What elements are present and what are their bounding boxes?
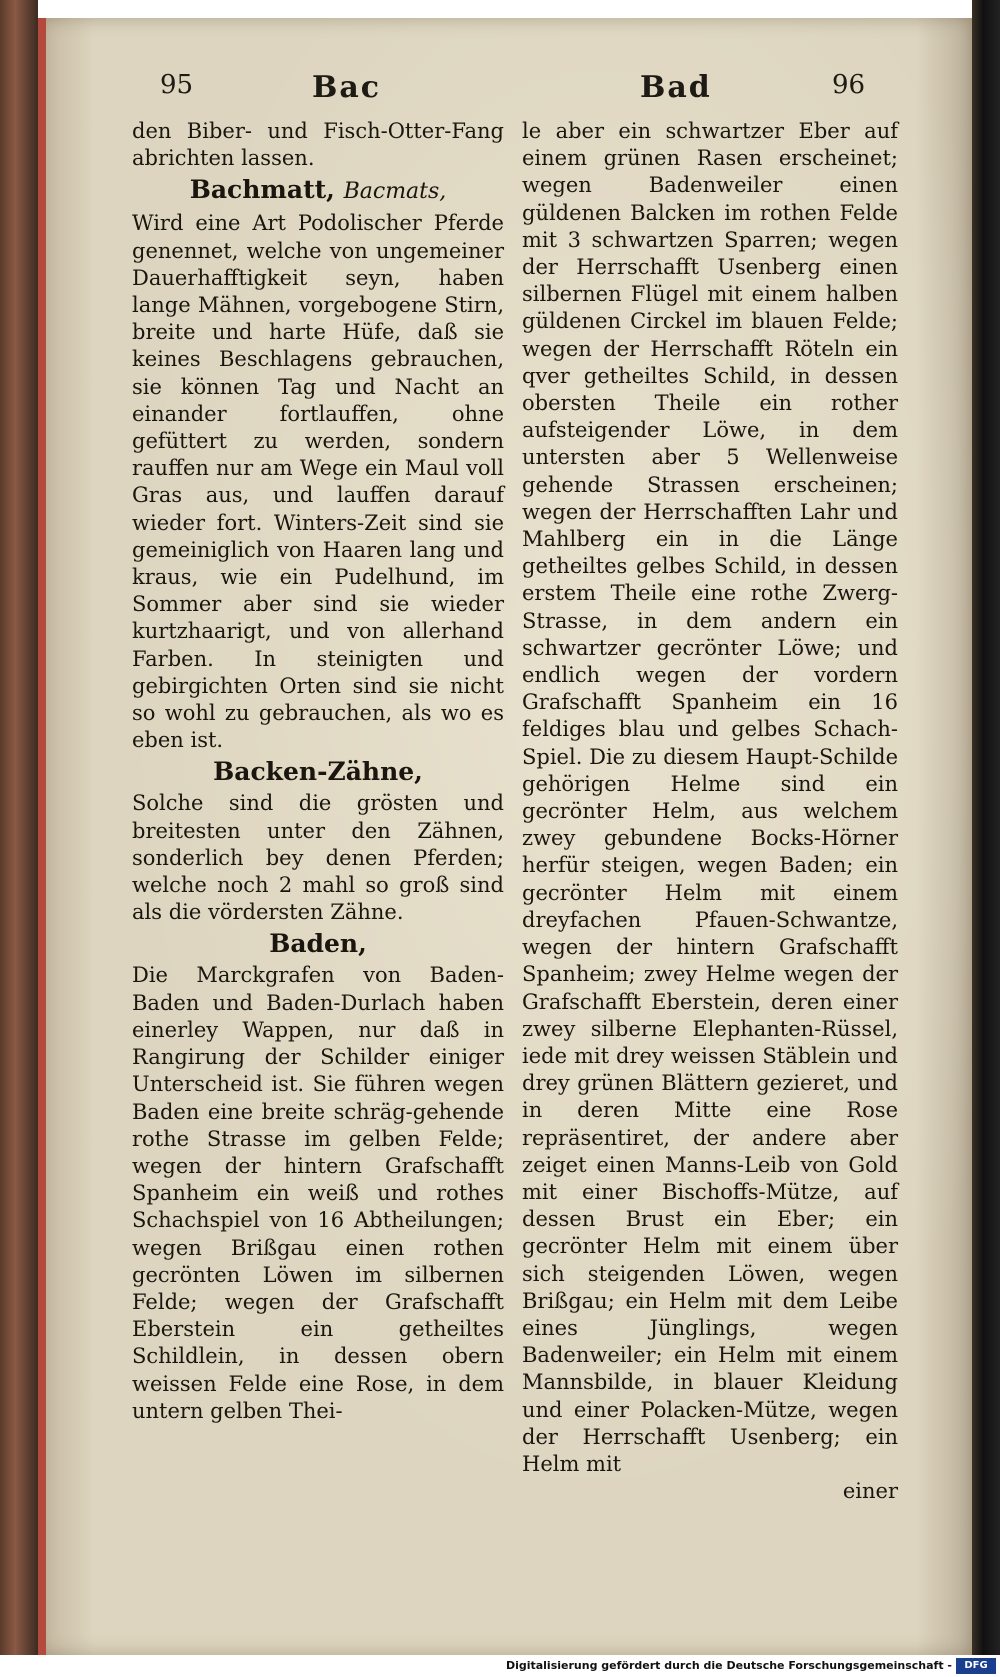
right-column xyxy=(522,118,898,1505)
catchword: einer xyxy=(842,1479,898,1504)
page-number-left: 95 xyxy=(160,70,194,100)
entry-heading-baden: Baden, xyxy=(269,929,367,959)
entry-heading-text: Bachmatt, xyxy=(189,175,335,205)
entry-text-backen-zaehne: Solche sind die grösten und breitesten unter den Zähnen, sonderlich bey denen Pferden; welche noch 2 mahl so groß sind als die vördersten Zähne. xyxy=(132,791,504,925)
entry-text-baden-continued: le aber ein schwartzer Eber auf einem grünen Rasen erscheinet; wegen Badenweiler einen güldenen Balcken im rothen Felde mit 3 schwartzen Sparren; wegen der Herrschafft Usenberg einen silbernen Flügel mit einem halben güldenen Circkel im blauen Felde; wegen der Herrschafft Röteln ein qver getheiltes Schild, in dessen obersten Theile ein rother aufsteigender Löwe, in dem untersten aber 5 Wellenweise gehende Strassen erscheinen; wegen der Herrschafften Lahr und Mahlberg ein in die Länge getheiltes gelbes Schild, in dessen erstem Theile eine rothe Zwerg-Strasse, in dem andern ein schwartzer gecrönter Löwe; und endlich wegen der vordern Grafschafft Spanheim ein 16 feldiges blau und gelbes Schach-Spiel. Die zu diesem Haupt-Schilde gehörigen Helme sind ein gecrönter Helm, aus welchem zwey gebundene Bocks-Hörner herfür steigen, wegen Baden; ein gecrönter Helm mit einem dreyfachen Pfauen-Schwantze, wegen der hintern Grafschafft Spanheim; zwey Helme wegen der Grafschafft Eberstein, deren einer zwey silberne Elephanten-Rüssel, iede mit drey weissen Stäblein und drey grünen Blättern gezieret, und in deren Mitte eine Rose repräsentiret, der andere aber zeiget einen Manns-Leib von Gold mit einer Bischoffs-Mütze, auf dessen Brust ein Eber; ein gecrönter Helm mit einem über sich steigenden Löwen, wegen Brißgau; ein Helm mit dem Leibe eines Jünglings, wegen Badenweiler; ein Helm mit einem Mannsbilde, in blauer Kleidung und einer Polacken-Mütze, wegen der Herrschafft Usenberg; ein Helm mit xyxy=(522,119,898,1476)
footer-bar xyxy=(0,1655,1000,1677)
page-number-right: 96 xyxy=(832,70,866,100)
book-edge-shadow xyxy=(972,0,1000,1655)
entry-heading-bachmatt xyxy=(132,172,504,210)
running-head-right: Bad xyxy=(640,70,712,105)
dfg-logo: DFG xyxy=(956,1658,996,1674)
book-binding xyxy=(0,0,38,1655)
entry-text-baden: Die Marckgrafen von Baden-Baden und Baden-Durlach haben einerley Wappen, nur daß in Rangirung der Schilder einiger Unterscheid ist. Sie führen wegen Baden eine breite schräg-gehende rothe Strasse im gelben Felde; wegen der hintern Grafschafft Spanheim ein weiß und rothes Schachspiel von 16 Abtheilungen; wegen Brißgau einen rothen gecrönten Löwen im silbernen Felde; wegen der Grafschafft Eberstein ein getheiltes Schildlein, in dessen obern weissen Felde eine Rose, in dem untern gelben Thei- xyxy=(132,963,504,1423)
entry-text-bachmatt: Wird eine Art Podolischer Pferde genennet, welche von ungemeiner Dauerhafftigkeit seyn, haben lange Mähnen, vorgebogene Stirn, breite und harte Hüfe, daß sie keines Beschlagens gebrauchen, sie können Tag und Nacht an einander fortlauffen, ohne gefüttert zu werden, sondern rauffen nur am Wege ein Maul voll Gras aus, und lauffen darauf wieder fort. Winters-Zeit sind sie gemeiniglich von Haaren lang und kraus, wie ein Pudelhund, im Sommer aber sind sie wieder kurtzhaarigt, und von allerhand Farben. In steinigten und gebirgichten Orten sind sie nicht so wohl zu gebrauchen, als wo es eben ist. xyxy=(132,211,504,753)
left-column xyxy=(132,118,504,1425)
funding-credit: Digitalisierung gefördert durch die Deutsche Forschungsgemeinschaft - xyxy=(505,1659,952,1672)
running-head-left: Bac xyxy=(312,70,382,105)
entry-heading-backen-zaehne: Backen-Zähne, xyxy=(213,757,423,787)
entry-heading-alt: Bacmats, xyxy=(343,179,447,205)
page-red-edge xyxy=(38,18,46,1655)
intro-text: den Biber- und Fisch-Otter-Fang abrichten lassen. xyxy=(132,119,504,171)
